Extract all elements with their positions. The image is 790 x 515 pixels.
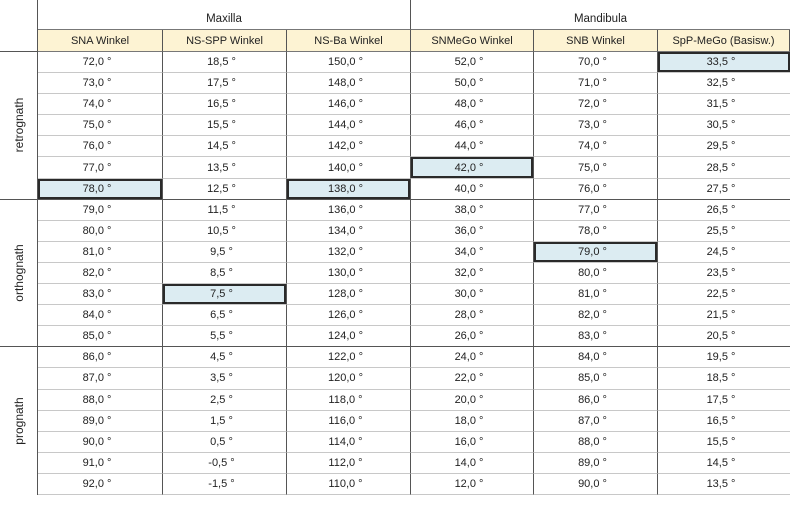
- table-cell-ns-ba: 118,0 °: [287, 390, 411, 411]
- table-cell-snmego: 28,0 °: [411, 305, 534, 326]
- table-cell-snmego: 36,0 °: [411, 221, 534, 242]
- table-cell-ns-spp: 18,5 °: [163, 52, 287, 73]
- table-cell-snb: 70,0 °: [534, 52, 658, 73]
- table-cell-sna: 86,0 °: [38, 347, 163, 368]
- table-cell-ns-spp: 5,5 °: [163, 326, 287, 347]
- corner-cell: [0, 0, 38, 30]
- table-cell-snb: 87,0 °: [534, 411, 658, 432]
- column-header-snb: SNB Winkel: [534, 30, 658, 52]
- table-cell-sna: 79,0 °: [38, 200, 163, 221]
- table-cell-spp-mego: 14,5 °: [658, 453, 790, 474]
- table-cell-snb: 76,0 °: [534, 179, 658, 200]
- group-header-mandibula: Mandibula: [411, 0, 790, 30]
- column-header-ns-spp: NS-SPP Winkel: [163, 30, 287, 52]
- table-cell-spp-mego: 31,5 °: [658, 94, 790, 115]
- table-cell-snmego: 44,0 °: [411, 136, 534, 157]
- table-cell-ns-ba: 112,0 °: [287, 453, 411, 474]
- table-cell-sna: 76,0 °: [38, 136, 163, 157]
- table-cell-sna: 85,0 °: [38, 326, 163, 347]
- table-cell-ns-ba: 110,0 °: [287, 474, 411, 495]
- table-cell-ns-ba: 122,0 °: [287, 347, 411, 368]
- table-cell-snb: 78,0 °: [534, 221, 658, 242]
- table-cell-spp-mego: 13,5 °: [658, 474, 790, 495]
- table-cell-spp-mego: 28,5 °: [658, 157, 790, 178]
- table-cell-snb: 86,0 °: [534, 390, 658, 411]
- table-cell-snmego: 46,0 °: [411, 115, 534, 136]
- table-cell-snmego: 26,0 °: [411, 326, 534, 347]
- table-cell-ns-spp: 17,5 °: [163, 73, 287, 94]
- table-cell-ns-ba: 136,0 °: [287, 200, 411, 221]
- table-cell-ns-spp: 2,5 °: [163, 390, 287, 411]
- table-cell-snmego: 40,0 °: [411, 179, 534, 200]
- table-cell-ns-ba: 130,0 °: [287, 263, 411, 284]
- table-cell-ns-spp: 15,5 °: [163, 115, 287, 136]
- table-cell-spp-mego: 25,5 °: [658, 221, 790, 242]
- table-cell-ns-ba: 132,0 °: [287, 242, 411, 263]
- table-cell-sna: 74,0 °: [38, 94, 163, 115]
- table-cell-snb: 71,0 °: [534, 73, 658, 94]
- table-cell-spp-mego: 21,5 °: [658, 305, 790, 326]
- table-cell-spp-mego: 29,5 °: [658, 136, 790, 157]
- table-cell-ns-spp: 11,5 °: [163, 200, 287, 221]
- table-cell-ns-spp: 12,5 °: [163, 179, 287, 200]
- section-label-orthognath: orthognath: [0, 200, 38, 348]
- table-cell-snmego: 12,0 °: [411, 474, 534, 495]
- column-header-snmego: SNMeGo Winkel: [411, 30, 534, 52]
- table-cell-spp-mego: 17,5 °: [658, 390, 790, 411]
- table-cell-sna: 82,0 °: [38, 263, 163, 284]
- table-cell-ns-ba: 126,0 °: [287, 305, 411, 326]
- section-label-retrognath: retrognath: [0, 52, 38, 200]
- table-cell-sna: 75,0 °: [38, 115, 163, 136]
- table-cell-snmego: 14,0 °: [411, 453, 534, 474]
- table-cell-spp-mego: 20,5 °: [658, 326, 790, 347]
- table-cell-sna: 88,0 °: [38, 390, 163, 411]
- table-cell-snb: 84,0 °: [534, 347, 658, 368]
- table-cell-snmego: 32,0 °: [411, 263, 534, 284]
- table-cell-snb: 90,0 °: [534, 474, 658, 495]
- table-cell-snmego: 52,0 °: [411, 52, 534, 73]
- table-cell-ns-spp: 7,5 °: [163, 284, 287, 305]
- table-cell-spp-mego: 33,5 °: [658, 52, 790, 73]
- group-header-maxilla: Maxilla: [38, 0, 411, 30]
- table-cell-sna: 77,0 °: [38, 157, 163, 178]
- table-cell-ns-spp: 6,5 °: [163, 305, 287, 326]
- table-cell-snb: 89,0 °: [534, 453, 658, 474]
- section-label-prognath: prognath: [0, 347, 38, 495]
- table-cell-snmego: 38,0 °: [411, 200, 534, 221]
- table-cell-ns-ba: 134,0 °: [287, 221, 411, 242]
- table-cell-ns-ba: 144,0 °: [287, 115, 411, 136]
- table-cell-sna: 92,0 °: [38, 474, 163, 495]
- table-cell-spp-mego: 18,5 °: [658, 368, 790, 389]
- table-cell-sna: 84,0 °: [38, 305, 163, 326]
- table-cell-ns-spp: 3,5 °: [163, 368, 287, 389]
- table-cell-ns-spp: 14,5 °: [163, 136, 287, 157]
- table-cell-snb: 73,0 °: [534, 115, 658, 136]
- table-cell-sna: 73,0 °: [38, 73, 163, 94]
- table-cell-snb: 72,0 °: [534, 94, 658, 115]
- table-cell-ns-spp: -1,5 °: [163, 474, 287, 495]
- table-cell-snb: 83,0 °: [534, 326, 658, 347]
- table-cell-spp-mego: 22,5 °: [658, 284, 790, 305]
- table-cell-sna: 90,0 °: [38, 432, 163, 453]
- table-cell-snmego: 42,0 °: [411, 157, 534, 178]
- table-cell-sna: 81,0 °: [38, 242, 163, 263]
- table-cell-ns-spp: 9,5 °: [163, 242, 287, 263]
- column-header-ns-ba: NS-Ba Winkel: [287, 30, 411, 52]
- table-cell-sna: 72,0 °: [38, 52, 163, 73]
- corner-cell-2: [0, 30, 38, 52]
- table-cell-snb: 81,0 °: [534, 284, 658, 305]
- table-cell-snmego: 22,0 °: [411, 368, 534, 389]
- table-cell-snmego: 16,0 °: [411, 432, 534, 453]
- column-header-spp-mego: SpP-MeGo (Basisw.): [658, 30, 790, 52]
- table-cell-ns-spp: 16,5 °: [163, 94, 287, 115]
- table-cell-snb: 75,0 °: [534, 157, 658, 178]
- table-cell-sna: 89,0 °: [38, 411, 163, 432]
- table-cell-snb: 77,0 °: [534, 200, 658, 221]
- table-cell-ns-ba: 114,0 °: [287, 432, 411, 453]
- table-cell-snmego: 24,0 °: [411, 347, 534, 368]
- table-cell-ns-spp: 13,5 °: [163, 157, 287, 178]
- table-cell-ns-spp: -0,5 °: [163, 453, 287, 474]
- table-cell-sna: 91,0 °: [38, 453, 163, 474]
- table-cell-snb: 74,0 °: [534, 136, 658, 157]
- table-cell-snmego: 30,0 °: [411, 284, 534, 305]
- table-cell-ns-ba: 128,0 °: [287, 284, 411, 305]
- table-cell-ns-ba: 146,0 °: [287, 94, 411, 115]
- table-cell-sna: 80,0 °: [38, 221, 163, 242]
- table-cell-sna: 78,0 °: [38, 179, 163, 200]
- table-cell-ns-spp: 10,5 °: [163, 221, 287, 242]
- table-cell-snmego: 34,0 °: [411, 242, 534, 263]
- table-cell-snmego: 20,0 °: [411, 390, 534, 411]
- table-cell-ns-ba: 120,0 °: [287, 368, 411, 389]
- table-cell-ns-spp: 4,5 °: [163, 347, 287, 368]
- table-cell-snmego: 50,0 °: [411, 73, 534, 94]
- column-header-sna: SNA Winkel: [38, 30, 163, 52]
- table-cell-ns-ba: 116,0 °: [287, 411, 411, 432]
- table-cell-spp-mego: 23,5 °: [658, 263, 790, 284]
- table-cell-spp-mego: 19,5 °: [658, 347, 790, 368]
- table-cell-snmego: 18,0 °: [411, 411, 534, 432]
- table-cell-ns-spp: 0,5 °: [163, 432, 287, 453]
- table-cell-sna: 87,0 °: [38, 368, 163, 389]
- table-cell-snb: 79,0 °: [534, 242, 658, 263]
- table-cell-ns-ba: 142,0 °: [287, 136, 411, 157]
- table-cell-snb: 82,0 °: [534, 305, 658, 326]
- table-cell-ns-spp: 1,5 °: [163, 411, 287, 432]
- table-cell-spp-mego: 26,5 °: [658, 200, 790, 221]
- table-cell-ns-spp: 8,5 °: [163, 263, 287, 284]
- table-cell-spp-mego: 27,5 °: [658, 179, 790, 200]
- table-cell-ns-ba: 138,0 °: [287, 179, 411, 200]
- table-cell-snb: 80,0 °: [534, 263, 658, 284]
- table-cell-ns-ba: 140,0 °: [287, 157, 411, 178]
- table-cell-ns-ba: 148,0 °: [287, 73, 411, 94]
- table-cell-snb: 88,0 °: [534, 432, 658, 453]
- table-cell-snb: 85,0 °: [534, 368, 658, 389]
- table-cell-spp-mego: 15,5 °: [658, 432, 790, 453]
- table-cell-spp-mego: 30,5 °: [658, 115, 790, 136]
- table-cell-ns-ba: 150,0 °: [287, 52, 411, 73]
- table-cell-spp-mego: 32,5 °: [658, 73, 790, 94]
- table-cell-ns-ba: 124,0 °: [287, 326, 411, 347]
- table-cell-spp-mego: 16,5 °: [658, 411, 790, 432]
- table-cell-snmego: 48,0 °: [411, 94, 534, 115]
- table-cell-spp-mego: 24,5 °: [658, 242, 790, 263]
- table-cell-sna: 83,0 °: [38, 284, 163, 305]
